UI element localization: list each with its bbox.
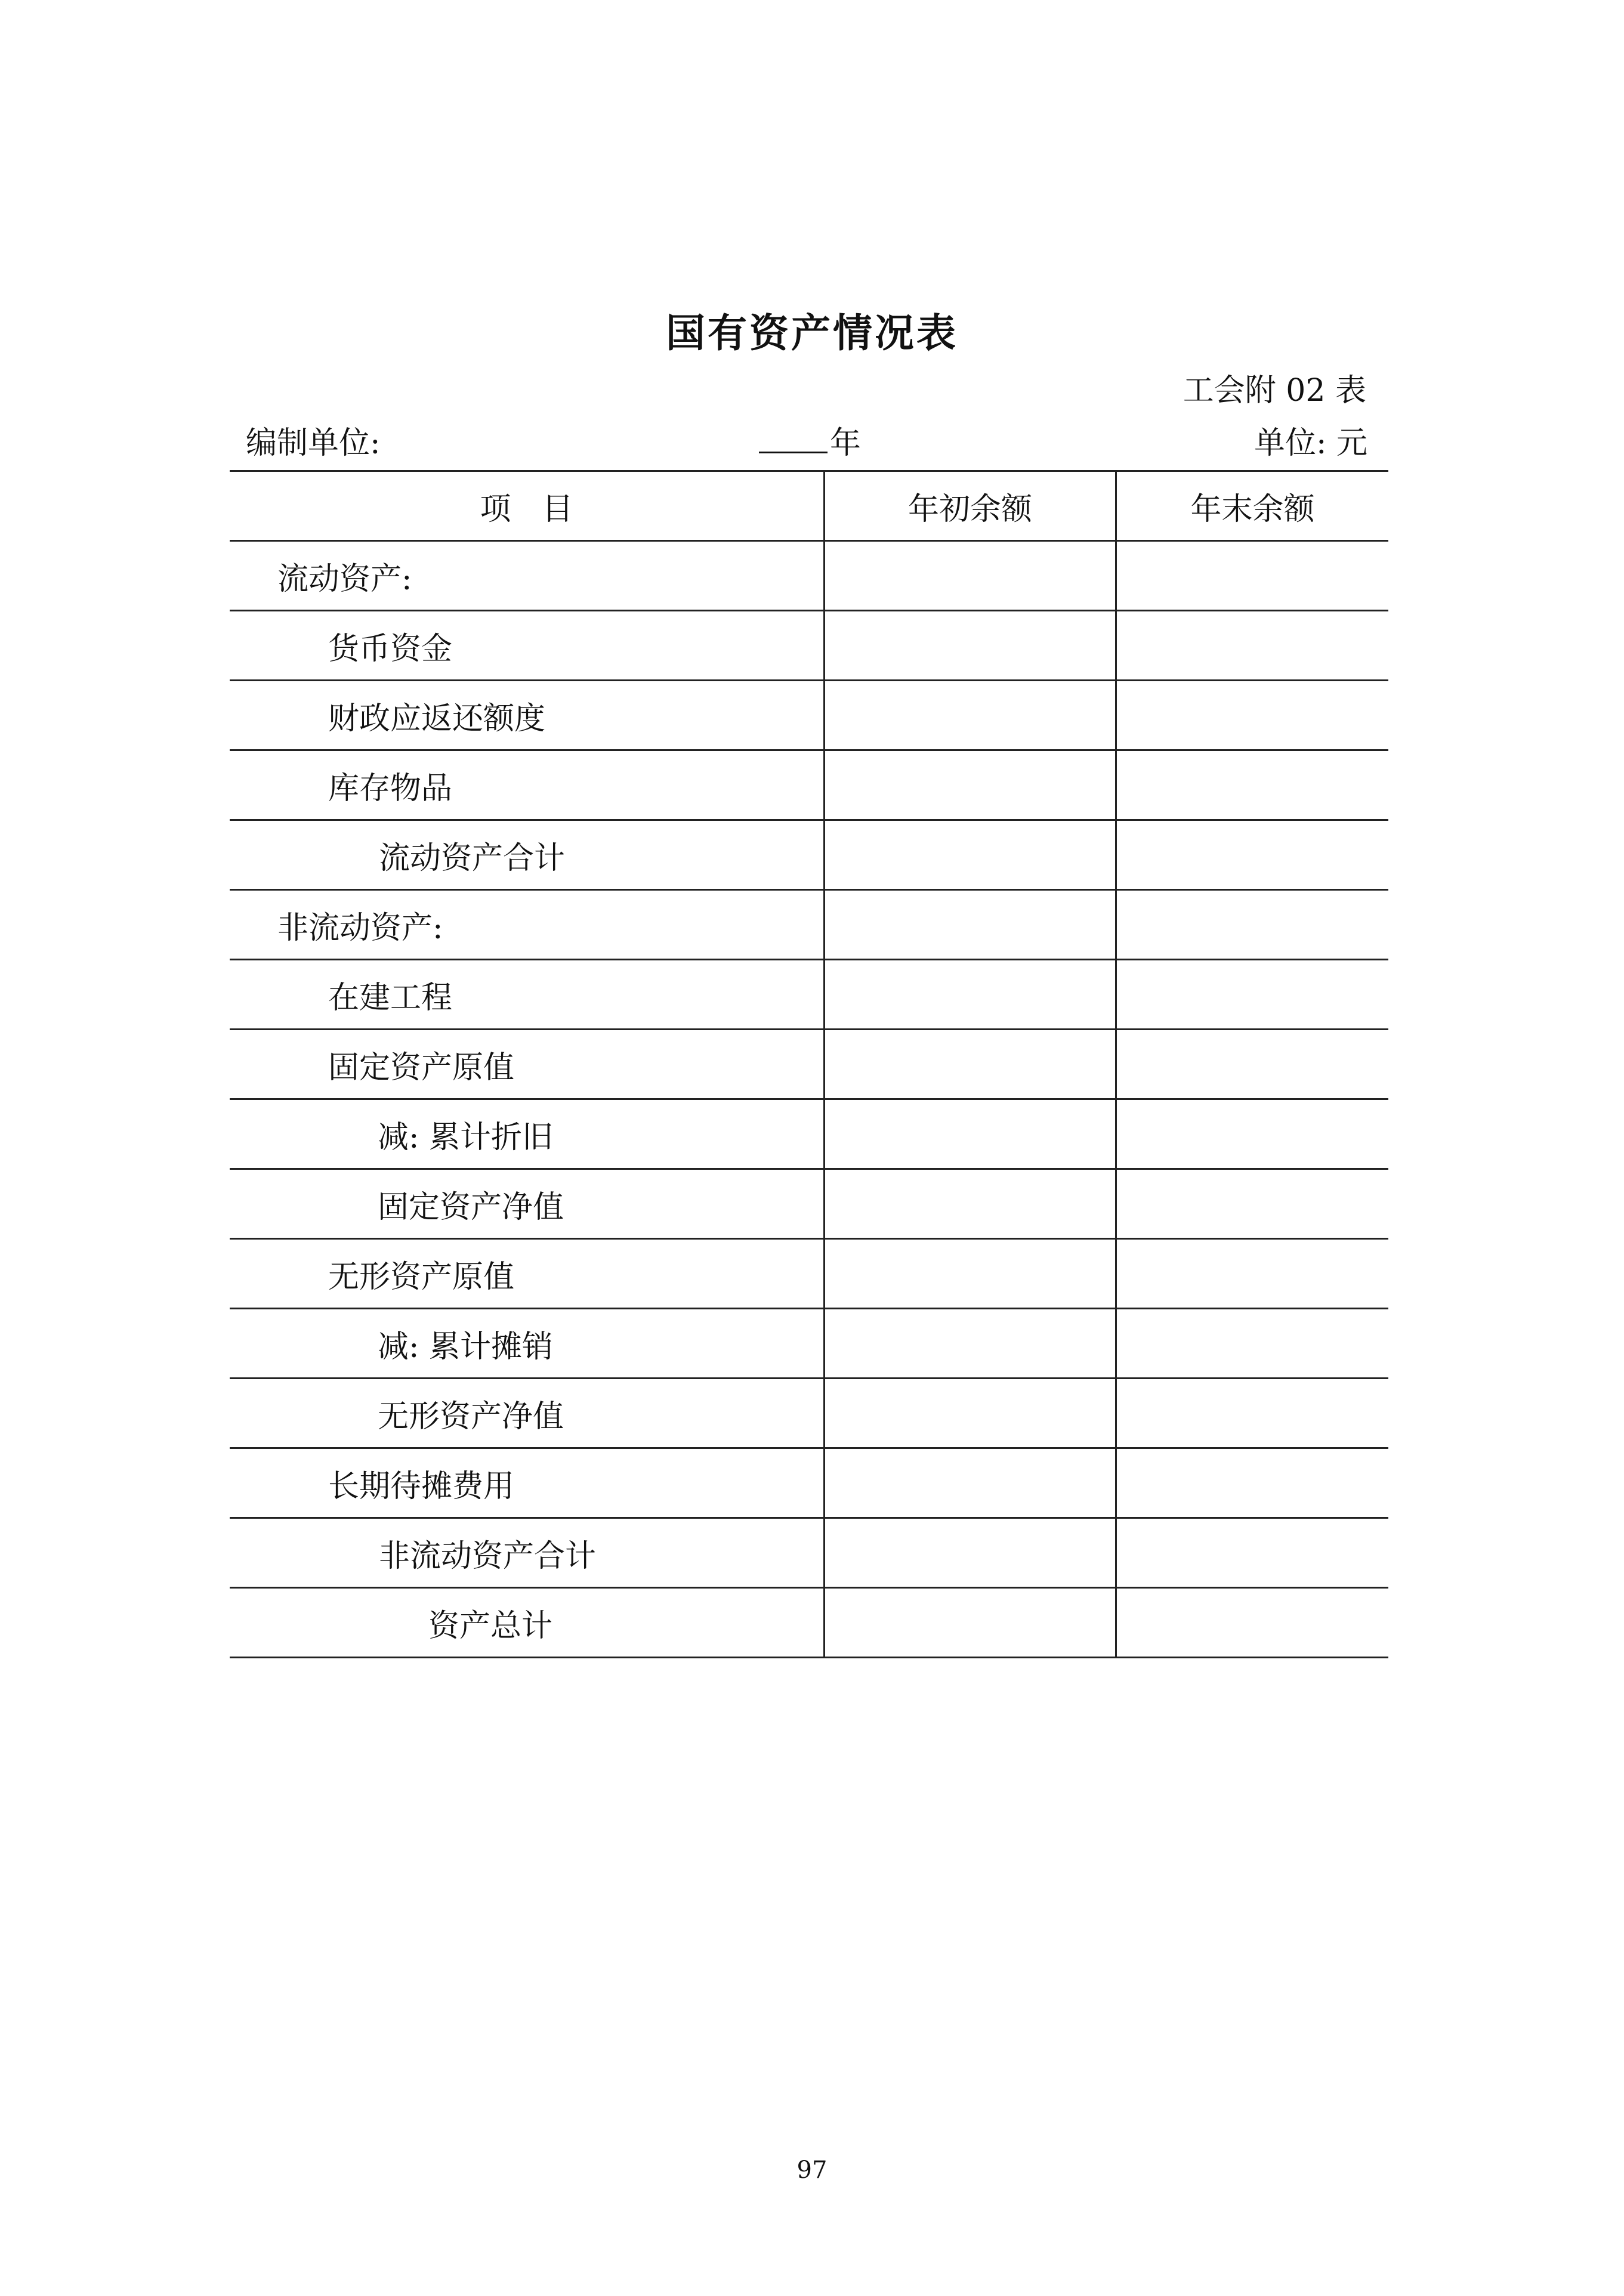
header-begin-balance: 年初余额 (825, 471, 1116, 541)
end-balance-cell (1116, 1309, 1389, 1379)
table-row (230, 750, 1388, 820)
end-balance-cell (1116, 1030, 1389, 1099)
table-row (230, 1588, 1388, 1658)
begin-balance-cell (825, 1099, 1116, 1169)
row-label: 长期待摊费用 (230, 1448, 825, 1518)
table-row (230, 611, 1388, 681)
header-item: 项 目 (230, 471, 825, 541)
year-suffix: 年 (830, 425, 862, 461)
table-row (230, 1099, 1388, 1169)
table-row (230, 1030, 1388, 1099)
begin-balance-cell (825, 1588, 1116, 1658)
table-row (230, 1518, 1388, 1588)
end-balance-cell (1116, 681, 1389, 750)
begin-balance-cell (825, 1448, 1116, 1518)
begin-balance-cell (825, 681, 1116, 750)
org-label: 编制单位: (246, 425, 381, 461)
row-label: 财政应返还额度 (230, 681, 825, 750)
begin-balance-cell (825, 1518, 1116, 1588)
year-blank (759, 421, 828, 453)
year-field (759, 418, 861, 462)
table-header-row (230, 471, 1388, 541)
end-balance-cell (1116, 820, 1389, 890)
table-row (230, 541, 1388, 611)
end-balance-cell (1116, 541, 1389, 611)
table-row (230, 1379, 1388, 1448)
end-balance-cell (1116, 750, 1389, 820)
form-code: 工会附 02 表 (1183, 373, 1366, 409)
row-label: 流动资产合计 (230, 820, 825, 890)
end-balance-cell (1116, 1448, 1389, 1518)
row-label: 固定资产净值 (230, 1169, 825, 1239)
row-label: 非流动资产合计 (230, 1518, 825, 1588)
begin-balance-cell (825, 1379, 1116, 1448)
begin-balance-cell (825, 820, 1116, 890)
table-row (230, 1239, 1388, 1309)
end-balance-cell (1116, 960, 1389, 1030)
row-label: 固定资产原值 (230, 1030, 825, 1099)
row-label: 库存物品 (230, 750, 825, 820)
begin-balance-cell (825, 960, 1116, 1030)
row-label: 无形资产原值 (230, 1239, 825, 1309)
page-title: 国有资产情况表 (666, 310, 958, 356)
row-label: 无形资产净值 (230, 1379, 825, 1448)
begin-balance-cell (825, 890, 1116, 960)
table-row (230, 890, 1388, 960)
begin-balance-cell (825, 611, 1116, 681)
end-balance-cell (1116, 1169, 1389, 1239)
begin-balance-cell (825, 1239, 1116, 1309)
begin-balance-cell (825, 1030, 1116, 1099)
table-row (230, 1169, 1388, 1239)
table-row (230, 960, 1388, 1030)
row-label: 货币资金 (230, 611, 825, 681)
unit-label: 单位: 元 (1253, 425, 1367, 461)
row-label: 流动资产: (230, 541, 825, 611)
table-row (230, 1448, 1388, 1518)
begin-balance-cell (825, 1169, 1116, 1239)
page-number: 97 (796, 2156, 828, 2184)
begin-balance-cell (825, 541, 1116, 611)
begin-balance-cell (825, 1309, 1116, 1379)
end-balance-cell (1116, 1379, 1389, 1448)
header-end-balance: 年末余额 (1116, 471, 1389, 541)
begin-balance-cell (825, 750, 1116, 820)
table-row (230, 681, 1388, 750)
end-balance-cell (1116, 890, 1389, 960)
end-balance-cell (1116, 1588, 1389, 1658)
end-balance-cell (1116, 1239, 1389, 1309)
table-row (230, 820, 1388, 890)
row-label: 资产总计 (230, 1588, 825, 1658)
row-label: 减: 累计折旧 (230, 1099, 825, 1169)
row-label: 在建工程 (230, 960, 825, 1030)
row-label: 减: 累计摊销 (230, 1309, 825, 1379)
asset-table (230, 470, 1388, 1658)
row-label: 非流动资产: (230, 890, 825, 960)
form-meta-row (246, 418, 1367, 459)
end-balance-cell (1116, 1099, 1389, 1169)
end-balance-cell (1116, 1518, 1389, 1588)
table-row (230, 1309, 1388, 1379)
end-balance-cell (1116, 611, 1389, 681)
